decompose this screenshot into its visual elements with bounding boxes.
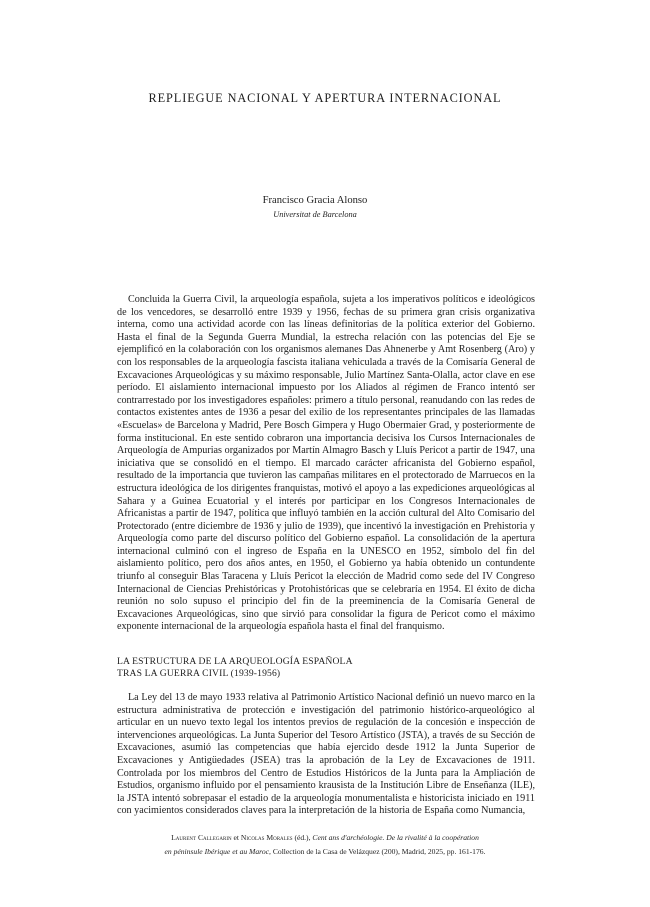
abstract-paragraph: Concluida la Guerra Civil, la arqueología española, sujeta a los imperativos políticos e ideológicos de los vencedores, se desarrolló entre 1939 y 1956, fechas de su primera gran crisis organizativa interna, como una actividad acorde con las líneas definitorias de la política exterior del Gobierno. Hasta el final de la Segunda Guerra Mundial, la estrecha relación con las potencias del Eje se ejemplificó en la colaboración con los organismos alemanes Das Ahnenerbe y Amt Rosenberg (Aro) y con los responsables de la arqueología fascista italiana vehiculada a través de la Comisaría General de Excavaciones Arqueológicas y su máximo responsable, Julio Martínez Santa-Olalla, actor clave en ese período. El aislamiento internacional impuesto por los Aliados al régimen de Franco intentó ser contrarrestado por los investigadores españoles: primero a título personal, reanudando con las redes de contactos existentes antes de 1936 a pesar del exilio de los representantes principales de las llamadas «Escuelas» de Barcelona y Madrid, Pere Bosch Gimpera y Hugo Obermaier Grad, y posteriormente de forma institucional. En este sentido cobraron una importancia decisiva los Cursos Internacionales de Arqueología de Ampurias organizados por Martín Almagro Basch y Lluís Pericot a partir de 1947, una iniciativa que se consolidó en el tiempo. El marcado carácter africanista del Gobierno español, resultado de la importancia que tuvieron las campañas militares en el protectorado de Marruecos en la estructura ideológica de los dirigentes franquistas, motivó el apoyo a las expediciones arqueológicas al Sahara y a Guinea Ecuatorial y el interés por participar en los Congresos Internacionales de Africanistas a partir de 1947, política que influyó también en la acción cultural del Alto Comisario del Protectorado (entre diciembre de 1936 y julio de 1939), que incentivó la investigación en Prehistoria y Arqueología como parte del discurso político del Gobierno español. La consolidación de la apertura internacional culminó con el ingreso de España en la UNESCO en 1952, símbolo del fin del aislamiento político, pero dos años antes, en 1950, el Gobierno ya había obtenido un contundente triunfo al conseguir Blas Taracena y Lluís Pericot la elección de Madrid como sede del IV Congreso Internacional de Ciencias Prehistóricas y Protohistóricas que se celebraría en 1954. El éxito de dicha reunión no solo supuso el principio del fin de la preeminencia de la Comisaría General de Excavaciones Arqueológicas, sino que sirvió para consolidar la figura de Pericot como el máximo exponente internacional de la arqueología española hasta el final del franquismo. [117, 294, 535, 633]
footer-book-title-1: Cent ans d'archéologie. De la rivalité à la coopération [312, 833, 479, 842]
author-affiliation: Universitat de Barcelona [273, 210, 357, 219]
body-paragraph: La Ley del 13 de mayo 1933 relativa al Patrimonio Artístico Nacional definió un nuevo marco en la estructura administrativa de protección e investigación del patrimonio histórico-arqueológico al articular en un nuevo texto legal los intentos previos de regulación de la concesión e inspección de intervenciones arqueológicas. La Junta Superior del Tesoro Artístico (JSTA), a través de su Sección de Excavaciones, asumió las competencias que había ejercido desde 1912 la Junta Superior de Excavaciones y Antigüedades (JSEA) tras la aprobación de la Ley de Excavaciones de 1911. Controlada por los miembros del Centro de Estudios Históricos de la Junta para la Ampliación de Estudios, organismo influido por el pensamiento krausista de la Institución Libre de Enseñanza (ILE), la JSTA intentó sobrepasar el estadio de la arqueología monumentalista e historicista iniciado en 1911 con yacimientos considerados claves para la interpretación de la historia de España como Numancia, [117, 692, 535, 817]
section-heading-line-2: TRAS LA GUERRA CIVIL (1939-1956) [117, 668, 281, 680]
footer-eds: (éd.), [294, 833, 311, 842]
author-name: Francisco Gracia Alonso [262, 195, 368, 206]
page-footer [0, 831, 650, 859]
abstract [117, 294, 535, 634]
footer-line-2 [0, 845, 650, 859]
footer-line-1 [0, 831, 650, 845]
footer-publisher: , Collection de la Casa de Velázquez (200), Madrid, 2025, pp. 161-176. [269, 847, 486, 856]
footer-editor-2: Nicolas Morales [240, 833, 293, 842]
section-heading [117, 656, 537, 680]
article-title: REPLIEGUE NACIONAL Y APERTURA INTERNACIONAL [148, 91, 502, 105]
footer-et: et [233, 833, 239, 842]
section-heading-line-1: LA ESTRUCTURA DE LA ARQUEOLOGÍA ESPAÑOLA [117, 656, 353, 667]
footer-editor-1: Laurent Callegarin [171, 833, 232, 842]
footer-book-title-2: en péninsule Ibérique et au Maroc [164, 847, 270, 856]
section-body [117, 692, 535, 818]
